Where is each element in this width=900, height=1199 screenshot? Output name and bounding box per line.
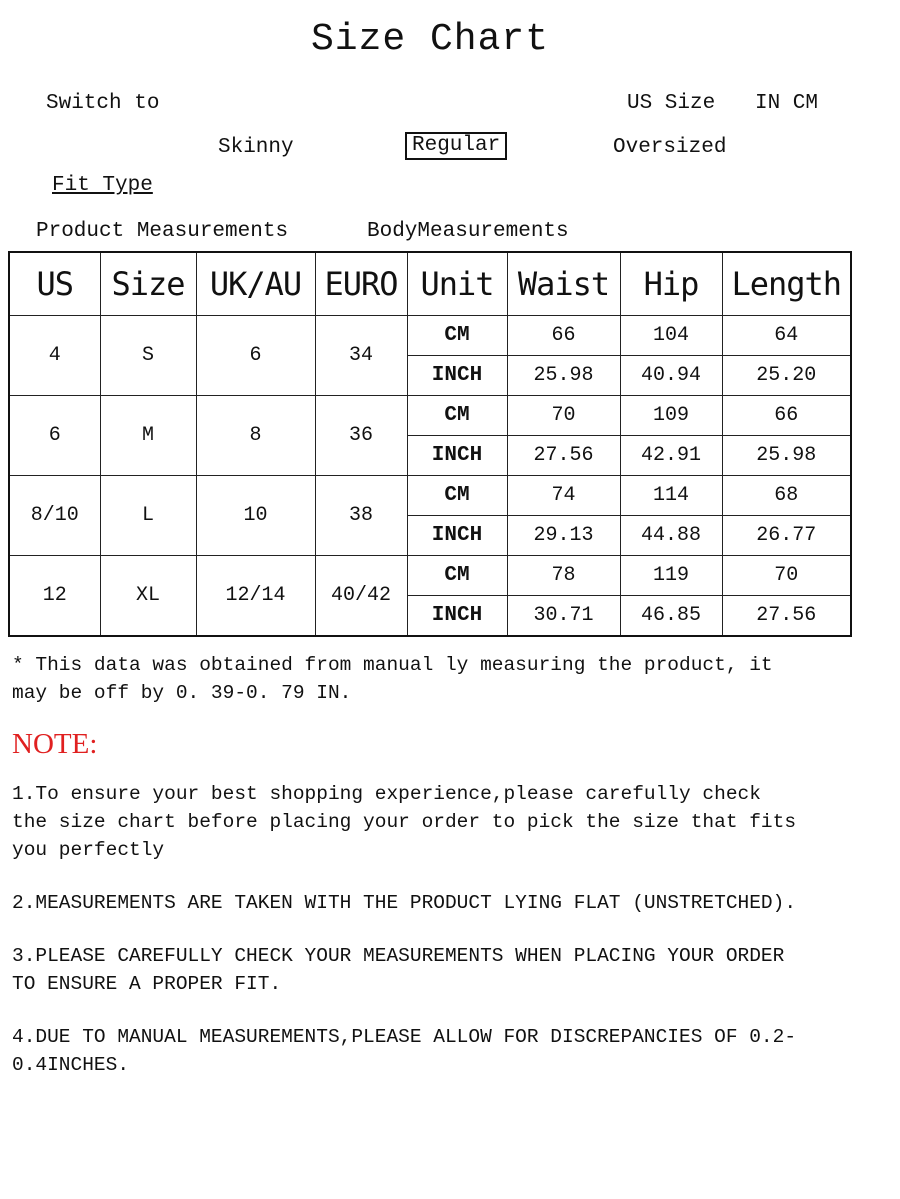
- note-line: 2.MEASUREMENTS ARE TAKEN WITH THE PRODUCT LYING FLAT (UNSTRETCHED).: [12, 892, 797, 914]
- cell-length: 68: [722, 476, 851, 516]
- fit-option-skinny[interactable]: Skinny: [218, 136, 294, 159]
- cell-hip: 104: [620, 316, 722, 356]
- note-line: TO ENSURE A PROPER FIT.: [12, 973, 282, 995]
- header-size: Size: [100, 252, 196, 316]
- note-item-4: [12, 1023, 796, 1079]
- us-size-toggle[interactable]: US Size: [627, 92, 716, 115]
- cell-unit: INCH: [407, 596, 507, 637]
- cell-waist: 29.13: [507, 516, 620, 556]
- table-header-row: [9, 252, 851, 316]
- cell-waist: 70: [507, 396, 620, 436]
- cell-unit: CM: [407, 316, 507, 356]
- cell-unit: CM: [407, 476, 507, 516]
- page-title: Size Chart: [310, 18, 550, 61]
- cell-hip: 46.85: [620, 596, 722, 637]
- cell-waist: 78: [507, 556, 620, 596]
- note-line: 4.DUE TO MANUAL MEASUREMENTS,PLEASE ALLOW FOR DISCREPANCIES OF 0.2-: [12, 1026, 797, 1048]
- table-row: [9, 556, 851, 596]
- cell-uk-au: 6: [196, 316, 315, 396]
- note-line: you perfectly: [12, 839, 165, 861]
- header-us: US: [9, 252, 100, 316]
- cell-size: S: [100, 316, 196, 396]
- cell-unit: INCH: [407, 436, 507, 476]
- table-row: [9, 316, 851, 356]
- cell-hip: 109: [620, 396, 722, 436]
- cell-waist: 27.56: [507, 436, 620, 476]
- cell-unit: CM: [407, 556, 507, 596]
- note-item-1: [12, 780, 796, 864]
- table-row: [9, 396, 851, 436]
- cell-length: 27.56: [722, 596, 851, 637]
- fit-option-oversized[interactable]: Oversized: [613, 136, 727, 159]
- cell-unit: INCH: [407, 356, 507, 396]
- cell-euro: 34: [315, 316, 407, 396]
- header-length: Length: [722, 252, 851, 316]
- header-euro: EURO: [315, 252, 407, 316]
- note-item-2: [12, 889, 796, 917]
- cell-unit: CM: [407, 396, 507, 436]
- note-line: 3.PLEASE CAREFULLY CHECK YOUR MEASUREMENTS WHEN PLACING YOUR ORDER: [12, 945, 785, 967]
- cell-hip: 114: [620, 476, 722, 516]
- cell-size: XL: [100, 556, 196, 637]
- size-table: [8, 251, 852, 637]
- cell-unit: INCH: [407, 516, 507, 556]
- cell-waist: 30.71: [507, 596, 620, 637]
- header-unit: Unit: [407, 252, 507, 316]
- cell-length: 64: [722, 316, 851, 356]
- tab-body-measurements[interactable]: BodyMeasurements: [367, 220, 569, 243]
- cell-us: 12: [9, 556, 100, 637]
- cell-us: 6: [9, 396, 100, 476]
- fit-type-link[interactable]: Fit Type: [52, 174, 153, 197]
- header-uk-au: UK/AU: [196, 252, 315, 316]
- cell-hip: 40.94: [620, 356, 722, 396]
- cell-hip: 119: [620, 556, 722, 596]
- cell-euro: 36: [315, 396, 407, 476]
- cell-us: 8/10: [9, 476, 100, 556]
- cell-size: L: [100, 476, 196, 556]
- fit-option-regular[interactable]: Regular: [405, 132, 507, 160]
- cell-us: 4: [9, 316, 100, 396]
- measurement-disclaimer: [12, 651, 773, 707]
- note-item-3: [12, 942, 784, 998]
- tab-product-measurements[interactable]: Product Measurements: [36, 220, 289, 243]
- cell-uk-au: 10: [196, 476, 315, 556]
- cell-length: 70: [722, 556, 851, 596]
- cell-euro: 38: [315, 476, 407, 556]
- header-waist: Waist: [507, 252, 620, 316]
- unit-toggle[interactable]: IN CM: [755, 92, 819, 115]
- cell-hip: 44.88: [620, 516, 722, 556]
- cell-waist: 74: [507, 476, 620, 516]
- table-row: [9, 476, 851, 516]
- cell-length: 25.98: [722, 436, 851, 476]
- note-line: 1.To ensure your best shopping experience,please carefully check: [12, 783, 761, 805]
- disclaimer-line: may be off by 0. 39-0. 79 IN.: [12, 682, 352, 704]
- note-heading: NOTE:: [12, 728, 98, 760]
- note-line: 0.4INCHES.: [12, 1054, 130, 1076]
- header-hip: Hip: [620, 252, 722, 316]
- cell-length: 25.20: [722, 356, 851, 396]
- cell-size: M: [100, 396, 196, 476]
- cell-uk-au: 12/14: [196, 556, 315, 637]
- cell-uk-au: 8: [196, 396, 315, 476]
- cell-length: 66: [722, 396, 851, 436]
- cell-length: 26.77: [722, 516, 851, 556]
- cell-waist: 25.98: [507, 356, 620, 396]
- cell-euro: 40/42: [315, 556, 407, 637]
- switch-to-label: Switch to: [46, 92, 160, 115]
- note-line: the size chart before placing your order to pick the size that fits: [12, 811, 797, 833]
- disclaimer-line: * This data was obtained from manual ly measuring the product, it: [12, 654, 773, 676]
- cell-hip: 42.91: [620, 436, 722, 476]
- cell-waist: 66: [507, 316, 620, 356]
